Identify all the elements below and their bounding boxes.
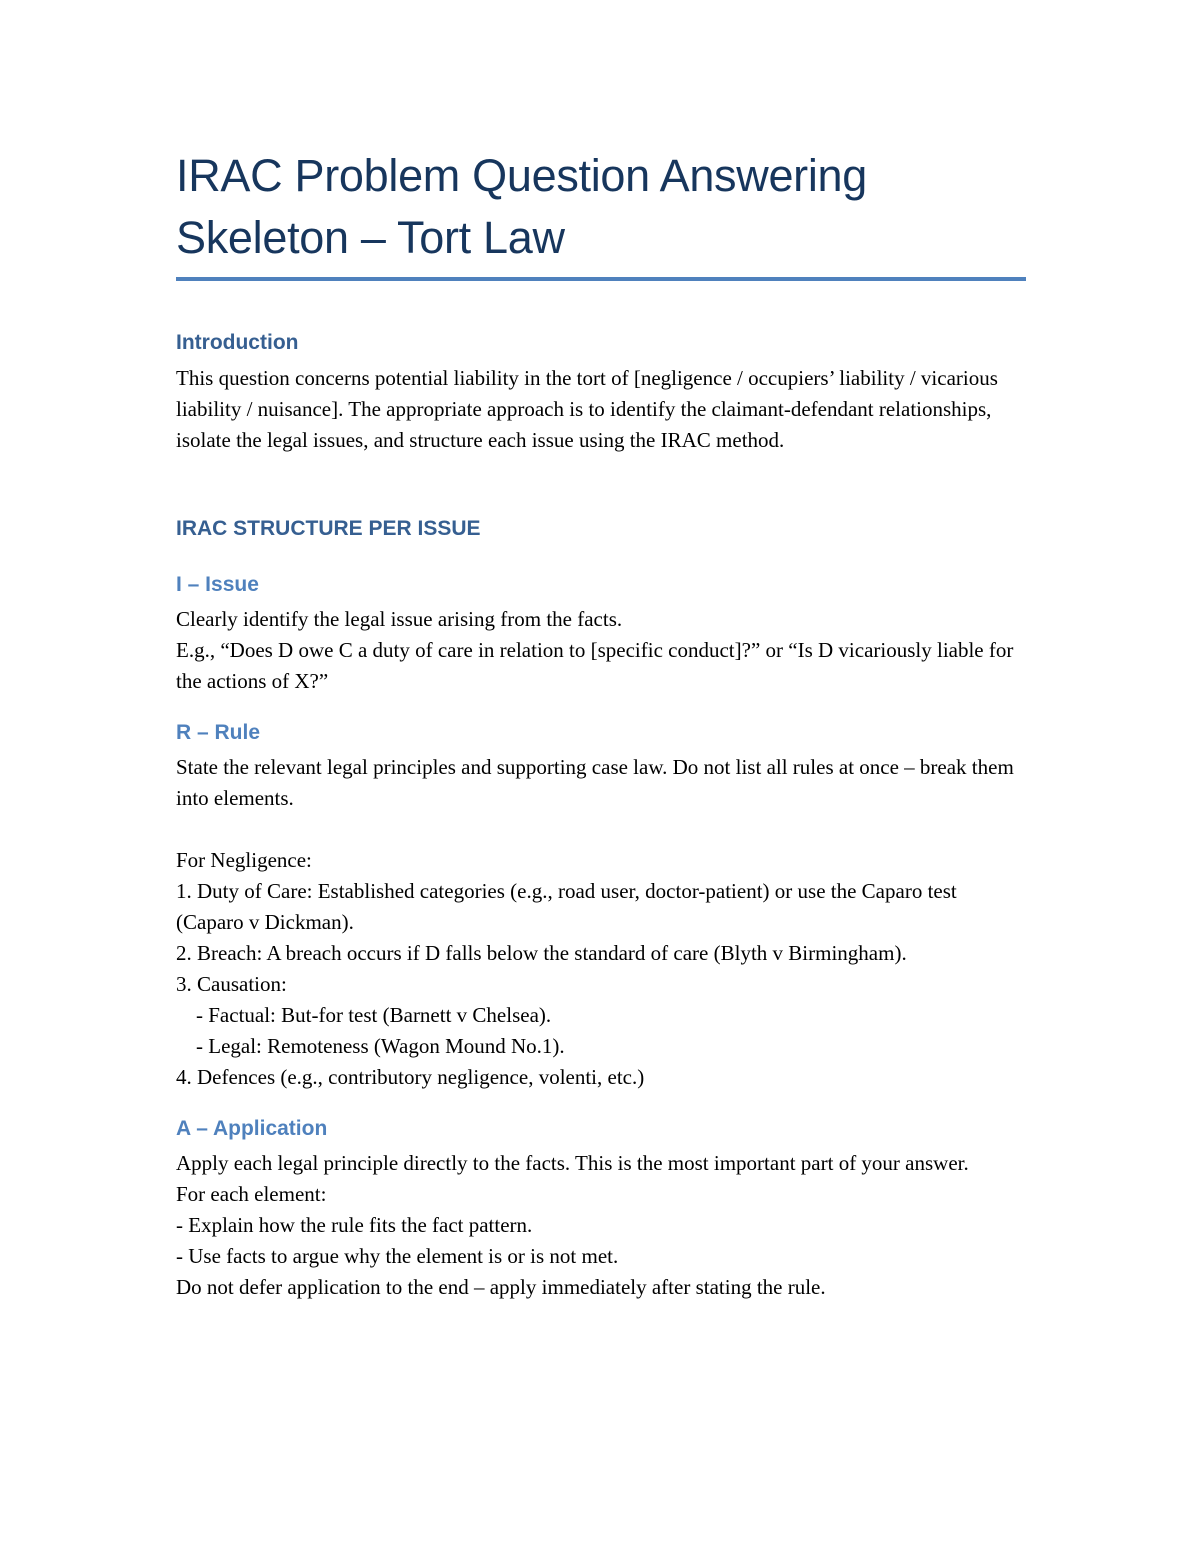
introduction-heading: Introduction bbox=[176, 331, 299, 354]
application-line-4: - Use facts to argue why the element is or is not met. bbox=[176, 1244, 619, 1268]
rule-item-factual: - Factual: But-for test (Barnett v Chelsea). bbox=[196, 1003, 552, 1027]
issue-heading: I – Issue bbox=[176, 573, 259, 596]
application-line-1: Apply each legal principle directly to the facts. This is the most important part of your answer. bbox=[176, 1151, 969, 1175]
rule-item-duty: 1. Duty of Care: Established categories (e.g., road user, doctor-patient) or use the Caparo test (Caparo v Dickman). bbox=[176, 879, 957, 934]
application-line-3: - Explain how the rule fits the fact pattern. bbox=[176, 1213, 533, 1237]
issue-example: E.g., “Does D owe C a duty of care in relation to [specific conduct]?” or “Is D vicariously liable for the actions of X?” bbox=[176, 638, 1014, 693]
document-title bbox=[176, 140, 1026, 281]
rule-item-causation: 3. Causation: bbox=[176, 972, 287, 996]
introduction-paragraph: This question concerns potential liability in the tort of [negligence / occupiers’ liability / vicarious liability / nuisance]. The appropriate approach is to identify the claimant-defendant relationships, isolate the legal issues, and structure each issue using the IRAC method. bbox=[176, 366, 998, 452]
rule-item-defences: 4. Defences (e.g., contributory negligence, volenti, etc.) bbox=[176, 1065, 645, 1089]
title-line-2: Skeleton – Tort Law bbox=[176, 212, 565, 263]
application-line-5: Do not defer application to the end – apply immediately after stating the rule. bbox=[176, 1275, 826, 1299]
irac-structure-heading: IRAC STRUCTURE PER ISSUE bbox=[176, 517, 481, 540]
rule-heading: R – Rule bbox=[176, 721, 261, 744]
rule-item-breach: 2. Breach: A breach occurs if D falls below the standard of care (Blyth v Birmingham). bbox=[176, 941, 907, 965]
application-heading: A – Application bbox=[176, 1117, 328, 1140]
issue-line-1: Clearly identify the legal issue arising from the facts. bbox=[176, 607, 623, 631]
application-line-2: For each element: bbox=[176, 1182, 327, 1206]
negligence-label: For Negligence: bbox=[176, 848, 312, 872]
rule-item-legal: - Legal: Remoteness (Wagon Mound No.1). bbox=[196, 1034, 565, 1058]
title-line-1: IRAC Problem Question Answering bbox=[176, 150, 868, 201]
document-page bbox=[176, 140, 1026, 1303]
rule-paragraph: State the relevant legal principles and supporting case law. Do not list all rules at once – break them into elements. bbox=[176, 755, 1014, 810]
